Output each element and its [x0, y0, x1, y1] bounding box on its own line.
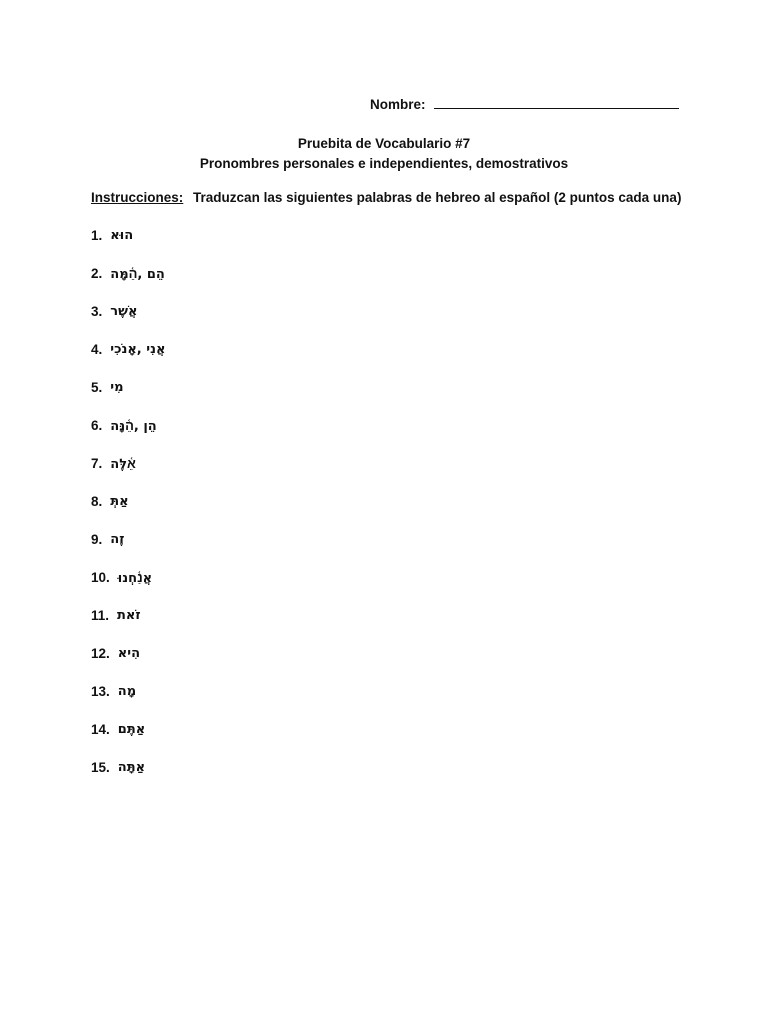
vocab-item-6	[91, 418, 165, 456]
hebrew-word: אַתְּ	[110, 494, 129, 509]
vocabulary-list	[91, 228, 165, 798]
hebrew-word: הֵם ,הֵ֫מָּה	[110, 267, 165, 282]
item-number: 12.	[91, 646, 110, 661]
item-number: 9.	[91, 532, 103, 547]
instructions	[91, 190, 681, 205]
quiz-title	[0, 134, 768, 174]
hebrew-word: אַתָּה	[117, 760, 146, 775]
item-number: 4.	[91, 342, 103, 357]
vocab-item-3	[91, 304, 165, 342]
vocab-item-4	[91, 342, 165, 380]
vocab-item-1	[91, 228, 165, 266]
item-number: 14.	[91, 722, 110, 737]
name-field-row	[370, 95, 679, 112]
item-number: 3.	[91, 304, 103, 319]
item-number: 5.	[91, 380, 103, 395]
vocab-item-7	[91, 456, 165, 494]
vocab-item-13	[91, 684, 165, 722]
instructions-text: Traduzcan las siguientes palabras de hebreo al español (2 puntos cada una)	[193, 190, 682, 205]
vocab-item-11	[91, 608, 165, 646]
vocab-item-14	[91, 722, 165, 760]
vocab-item-10	[91, 570, 165, 608]
item-number: 8.	[91, 494, 103, 509]
title-line-1: Pruebita de Vocabulario #7	[297, 136, 471, 151]
hebrew-word: מָה	[117, 684, 137, 699]
item-number: 6.	[91, 418, 103, 433]
hebrew-word: הֵן ,הֵ֫נָּה	[110, 419, 157, 434]
vocab-item-12	[91, 646, 165, 684]
item-number: 13.	[91, 684, 110, 699]
hebrew-word: זֶה	[110, 532, 125, 547]
item-number: 11.	[91, 608, 110, 623]
vocab-item-15	[91, 760, 165, 798]
hebrew-word: הִיא	[117, 646, 141, 661]
title-line-2: Pronombres personales e independientes, demostrativos	[199, 156, 569, 171]
item-number: 10.	[91, 570, 110, 585]
vocab-item-2	[91, 266, 165, 304]
item-number: 2.	[91, 266, 103, 281]
name-label: Nombre:	[370, 97, 426, 112]
item-number: 1.	[91, 228, 103, 243]
vocab-item-8	[91, 494, 165, 532]
hebrew-word: אֲשֶׁר	[110, 304, 138, 319]
item-number: 7.	[91, 456, 103, 471]
hebrew-word: זֹאת	[117, 608, 141, 623]
hebrew-word: אַתֶּם	[117, 722, 146, 737]
instructions-label: Instrucciones:	[91, 190, 184, 205]
vocab-item-9	[91, 532, 165, 570]
vocab-item-5	[91, 380, 165, 418]
name-blank-line[interactable]	[434, 95, 679, 109]
hebrew-word: מִי	[110, 380, 124, 395]
hebrew-word: אֲנַ֫חְנוּ	[117, 571, 153, 586]
item-number: 15.	[91, 760, 110, 775]
hebrew-word: הוּא	[110, 228, 134, 243]
hebrew-word: אֲנִי ,אָנֹכִי	[110, 342, 166, 357]
hebrew-word: אֵ֫לֶּה	[110, 457, 136, 472]
